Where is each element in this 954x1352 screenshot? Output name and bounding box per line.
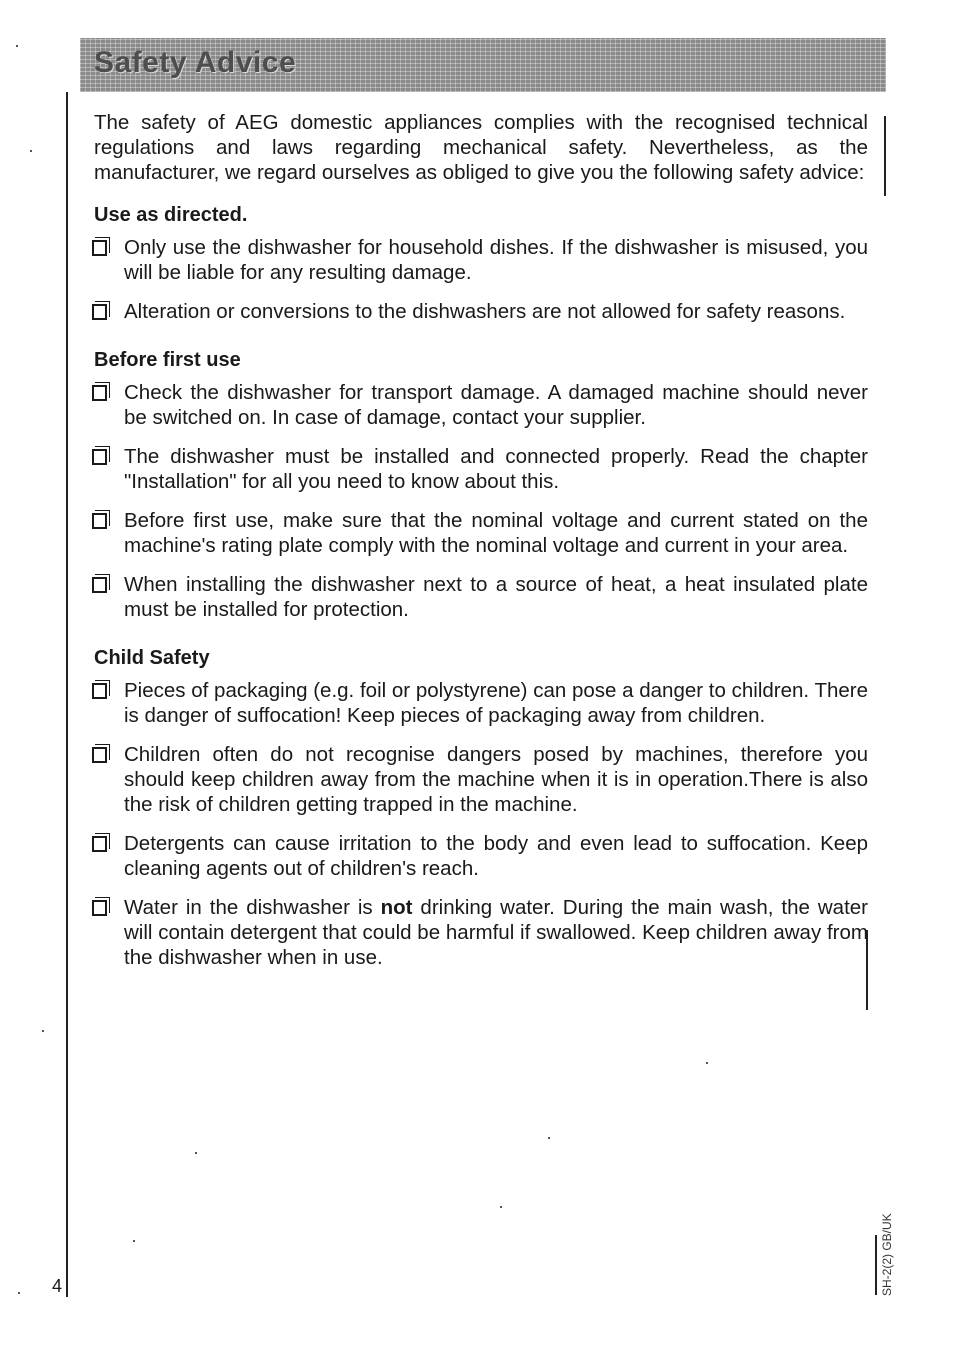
- list-item: [92, 380, 868, 430]
- scan-speck: [18, 1292, 20, 1294]
- list-item-text: Children often do not recognise dangers posed by machines, therefore you should keep children away from the machine when it is in operation.There is also the risk of children getting trapped in the machine.: [124, 743, 868, 816]
- scan-speck: [195, 1152, 197, 1154]
- scan-speck: [133, 1240, 135, 1242]
- left-margin-rule: [66, 92, 68, 1297]
- list-item-text: Pieces of packaging (e.g. foil or polystyrene) can pose a danger to children. There is danger of suffocation! Keep pieces of packaging away from children.: [124, 679, 868, 727]
- list-item: [92, 895, 868, 970]
- scan-speck: [30, 150, 32, 152]
- list-item-text: Alteration or conversions to the dishwashers are not allowed for safety reasons.: [124, 300, 846, 323]
- list-item-text: Detergents can cause irritation to the body and even lead to suffocation. Keep cleaning agents out of children's reach.: [124, 832, 868, 880]
- scan-speck: [500, 1206, 502, 1208]
- header-band: [80, 38, 886, 92]
- checkbox-icon: [92, 747, 107, 763]
- list-item: [92, 572, 868, 622]
- checkbox-icon: [92, 683, 107, 699]
- section-heading-child-safety: Child Safety: [94, 647, 210, 669]
- intro-paragraph: The safety of AEG domestic appliances complies with the recognised technical regulations and laws regarding mechanical safety. Nevertheless, as the manufacturer, we regard ourselves as obliged to give you the following safety advice:: [94, 111, 868, 184]
- list-item: [92, 444, 868, 494]
- scan-speck: [16, 45, 18, 47]
- checkbox-icon: [92, 577, 107, 593]
- right-margin-rule: [884, 116, 886, 196]
- scan-speck: [42, 1030, 44, 1032]
- scan-speck: [548, 1137, 550, 1139]
- right-margin-rule: [875, 1235, 877, 1295]
- checkbox-icon: [92, 385, 107, 401]
- checkbox-icon: [92, 449, 107, 465]
- checkbox-icon: [92, 836, 107, 852]
- list-item-text: Only use the dishwasher for household dishes. If the dishwasher is misused, you will be liable for any resulting damage.: [124, 236, 868, 284]
- list-item-text-before: Water in the dishwasher is: [124, 896, 381, 919]
- checkbox-icon: [92, 304, 107, 320]
- checkbox-icon: [92, 240, 107, 256]
- scan-speck: [706, 1062, 708, 1064]
- section-heading-use-as-directed: Use as directed.: [94, 204, 248, 226]
- list-item-text: Check the dishwasher for transport damage. A damaged machine should never be switched on. In case of damage, contact your supplier.: [124, 381, 868, 429]
- list-item-text: When installing the dishwasher next to a source of heat, a heat insulated plate must be installed for protection.: [124, 573, 868, 621]
- list-item: [92, 831, 868, 881]
- section-heading-before-first-use: Before first use: [94, 349, 241, 371]
- list-item: [92, 742, 868, 817]
- page-number: 4: [52, 1276, 63, 1296]
- list-item: [92, 235, 868, 285]
- list-item-emphasis: not: [380, 896, 413, 919]
- document-code: SH-2(2) GB/UK: [880, 1213, 894, 1296]
- document-body: [86, 110, 868, 984]
- list-item-text-after: drinking water. During the main wash, the water will contain detergent that could be harmful if swallowed. Keep children away from the dishwasher when in use.: [124, 896, 869, 969]
- page-title: Safety Advice: [94, 46, 297, 79]
- checkbox-icon: [92, 513, 107, 529]
- list-item-text: Before first use, make sure that the nominal voltage and current stated on the machine's rating plate comply with the nominal voltage and current in your area.: [124, 509, 868, 557]
- list-item: [92, 508, 868, 558]
- list-item: [92, 299, 868, 324]
- list-item: [92, 678, 868, 728]
- checkbox-icon: [92, 900, 107, 916]
- list-item-text: The dishwasher must be installed and connected properly. Read the chapter "Installation" for all you need to know about this.: [124, 445, 868, 493]
